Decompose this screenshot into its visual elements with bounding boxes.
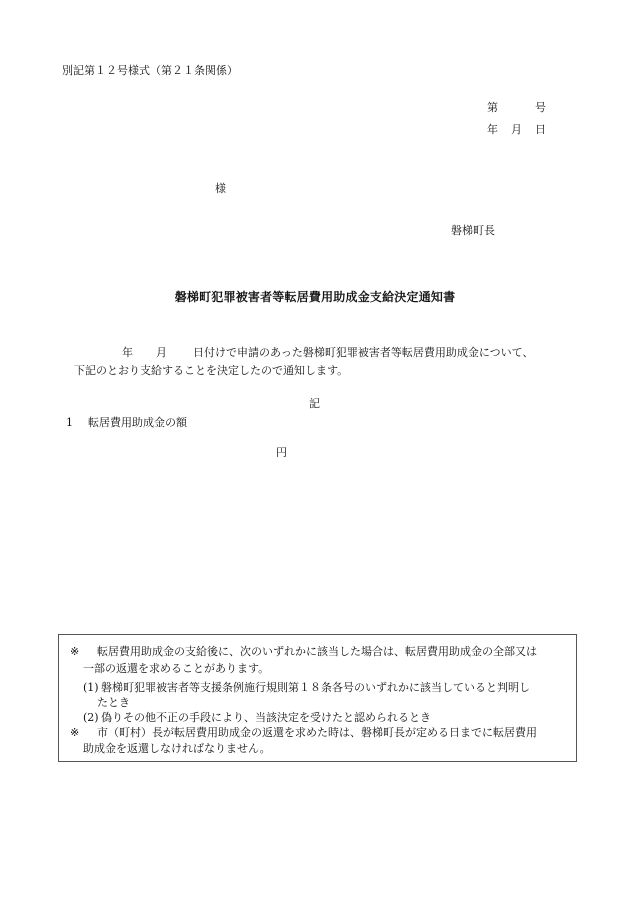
notice-para2-line1: 市（町村）長が転居費用助成金の返還を求めた時は、磐梯町長が定める日までに転居費用: [97, 726, 537, 739]
body-year-label: 年: [122, 346, 133, 359]
document-title: 磐梯町犯罪被害者等転居費用助成金支給決定通知書: [174, 290, 456, 304]
notice-sub1-number: (1): [83, 681, 99, 694]
notice-para1-line2: 一部の返還を求めることがあります。: [83, 662, 270, 675]
notice-para1-line1: 転居費用助成金の支給後に、次のいずれかに該当した場合は、転居費用助成金の全部又は: [97, 645, 537, 658]
body-text-line-1: 日付けで申請のあった磐梯町犯罪被害者等転居費用助成金について、: [193, 346, 534, 359]
notice-mark-2: ※: [70, 726, 80, 739]
item-label: 転居費用助成金の額: [88, 416, 187, 429]
date-month-label: 月: [511, 123, 522, 136]
form-reference: 別記第１２号様式（第２１条関係）: [62, 64, 238, 77]
notice-mark-1: ※: [70, 645, 80, 658]
addressee-honorific: 様: [215, 182, 226, 195]
item-number: 1: [66, 416, 73, 429]
body-month-label: 月: [156, 346, 167, 359]
ki-heading: 記: [309, 397, 320, 410]
amount-currency: 円: [276, 446, 287, 459]
notice-para2-line2: 助成金を返還しなければなりません。: [83, 742, 271, 755]
date-day-label: 日: [535, 123, 546, 136]
notice-box: [58, 634, 577, 762]
body-text-line-2: 下記のとおり支給することを決定したので通知します。: [74, 364, 349, 377]
notice-sub2-line1: 偽りその他不正の手段により、当該決定を受けたと認められるとき: [101, 711, 431, 724]
document-number-suffix: 号: [535, 101, 546, 114]
issuer-name: 磐梯町長: [451, 224, 495, 237]
date-year-label: 年: [487, 123, 498, 136]
notice-sub1-line2: たとき: [97, 696, 130, 709]
notice-sub2-number: (2): [83, 711, 99, 724]
document-number-label: 第: [487, 101, 498, 114]
notice-sub1-line1: 磐梯町犯罪被害者等支援条例施行規則第１８条各号のいずれかに該当していると判明し: [101, 681, 530, 694]
